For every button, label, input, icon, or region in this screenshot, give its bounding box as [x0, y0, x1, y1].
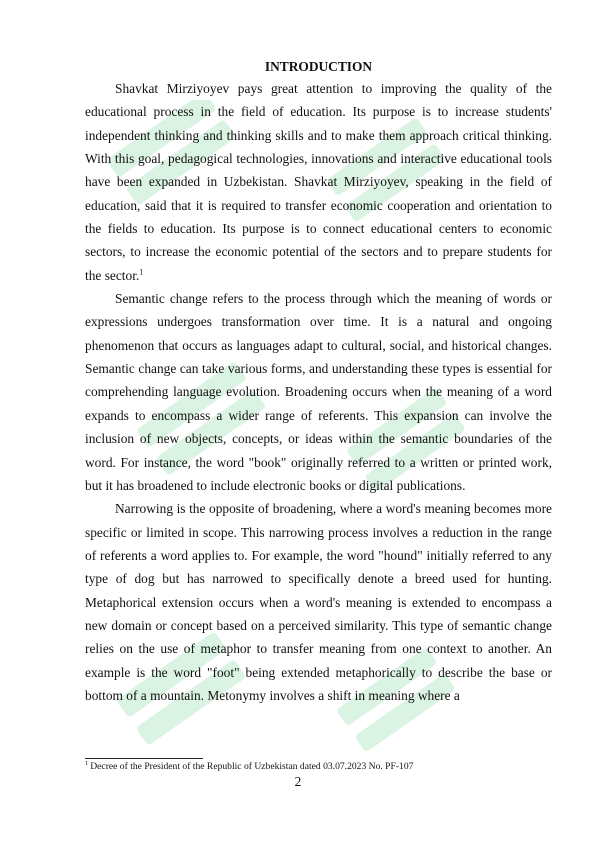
- paragraph-semantic-change-text: Semantic change refers to the process through which the meaning of words or expressions undergoes transformation over time. It is a natural and ongoing phenomenon that occurs as languages adapt to cultural, social, and historical changes. Semantic change can take various forms, and understanding these types is essential for comprehending language evolution. Broadening occurs when the meaning of a word expands to encompass a wider range of referents. This expansion can involve the inclusion of new objects, concepts, or ideas within the semantic boundaries of the word. For instance, the word "book" originally referred to a written or printed work, but it has broadened to include electronic books or digital publications.: [85, 291, 552, 493]
- footnote-divider: [85, 758, 203, 759]
- footnote-text: Decree of the President of the Republic of Uzbekistan dated 03.07.2023 No. PF-107: [90, 761, 414, 772]
- paragraph-intro: [85, 77, 552, 287]
- paragraph-semantic-change: [85, 287, 552, 497]
- paragraph-narrowing-text: Narrowing is the opposite of broadening, where a word's meaning becomes more specific or limited in scope. This narrowing process involves a reduction in the range of referents a word applies to. For example, the word "hound" initially referred to any type of dog but has narrowed to specifically denote a breed used for hunting. Metaphorical extension occurs when a word's meaning is extended to encompass a new domain or concept based on a perceived similarity. This type of semantic change relies on the use of metaphor to transfer meaning from one context to another. An example is the word "foot" being extended metaphorically to describe the base or bottom of a mountain. Metonymy involves a shift in meaning where a: [85, 501, 552, 703]
- section-title: INTRODUCTION: [264, 59, 373, 74]
- document-body: [85, 57, 552, 707]
- footnote-number: 1: [85, 759, 89, 767]
- paragraph-narrowing: [85, 497, 552, 707]
- footnote-reference[interactable]: 1: [139, 267, 144, 277]
- paragraph-intro-text: Shavkat Mirziyoyev pays great attention to improving the quality of the educational process in the field of education. Its purpose is to increase students' independent thinking and thinking skills and to make them approach critical thinking. With this goal, pedagogical technologies, innovations and interactive educational tools have been expanded in Uzbekistan. Shavkat Mirziyoyev, speaking in the field of education, said that it is required to transfer economic cooperation and orientation to the fields to education. Its purpose is to connect educational centers to economic sectors, to increase the economic potential of the sectors and to prepare students for the sector.: [85, 81, 552, 283]
- page-number: 2: [294, 774, 302, 789]
- footnote: [85, 761, 552, 773]
